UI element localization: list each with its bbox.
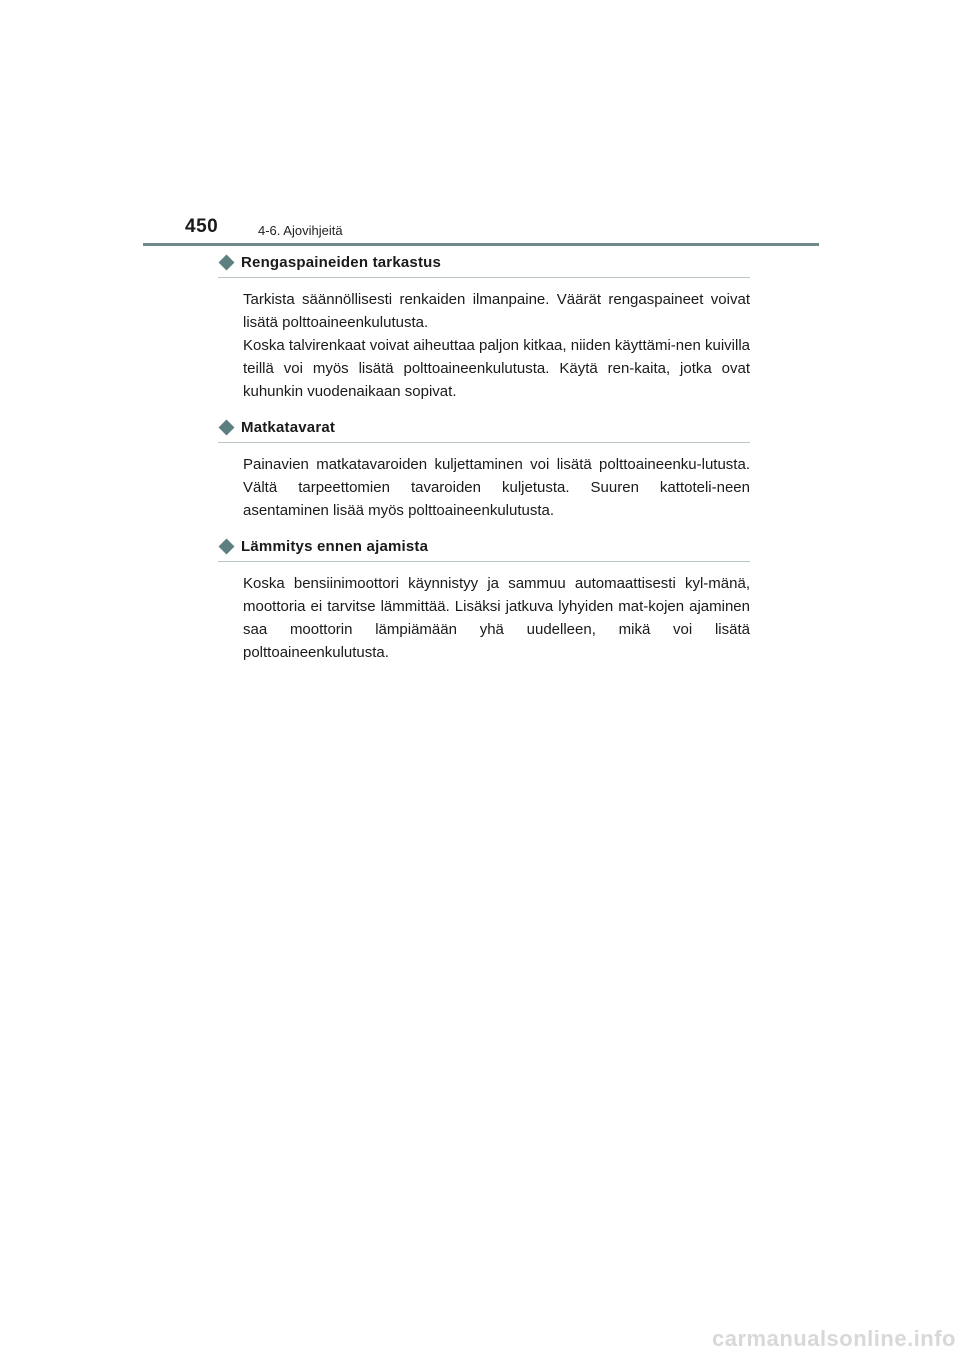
topic-heading-text: Matkatavarat bbox=[241, 419, 336, 436]
topic-tire-pressure bbox=[218, 252, 750, 403]
topic-body bbox=[243, 453, 750, 522]
topic-luggage bbox=[218, 417, 750, 522]
topic-heading bbox=[218, 417, 750, 443]
diamond-bullet-icon bbox=[218, 538, 235, 555]
diamond-bullet-icon bbox=[218, 419, 235, 436]
diamond-bullet-icon bbox=[218, 254, 235, 271]
page-content bbox=[218, 252, 750, 678]
page-number: 450 bbox=[185, 216, 219, 237]
topic-body bbox=[243, 288, 750, 403]
topic-heading bbox=[218, 536, 750, 562]
topic-warm-up bbox=[218, 536, 750, 664]
watermark-text: carmanualsonline.info bbox=[712, 1326, 956, 1351]
section-title: 4-6. Ajovihjeitä bbox=[258, 223, 343, 238]
paragraph: Painavien matkatavaroiden kuljettaminen voi lisätä polttoaineenku-lutusta. Vältä tarpeettomien tavaroiden kuljetusta. Suuren kattoteli-neen asentaminen lisää myös polttoaineenkulutusta. bbox=[243, 456, 750, 519]
paragraph: Koska bensiinimoottori käynnistyy ja sammuu automaattisesti kyl-mänä, moottoria ei tarvitse lämmittää. Lisäksi jatkuva lyhyiden mat-kojen ajaminen saa moottorin lämpiämään yhä uudelleen, mikä voi lisätä polttoaineenkulutusta. bbox=[243, 575, 750, 661]
topic-heading-text: Lämmitys ennen ajamista bbox=[241, 538, 429, 555]
paragraph: Tarkista säännöllisesti renkaiden ilmanpaine. Väärät rengaspaineet voivat lisätä polttoaineenkulutusta. bbox=[243, 291, 750, 331]
header-rule bbox=[143, 243, 819, 246]
topic-heading-text: Rengaspaineiden tarkastus bbox=[241, 254, 442, 271]
paragraph: Koska talvirenkaat voivat aiheuttaa paljon kitkaa, niiden käyttämi-nen kuivilla teillä voi myös lisätä polttoaineenkulutusta. Käytä ren-kaita, jotka ovat kuhunkin vuodenaikaan sopivat. bbox=[243, 337, 750, 400]
topic-body bbox=[243, 572, 750, 664]
topic-heading bbox=[218, 252, 750, 278]
